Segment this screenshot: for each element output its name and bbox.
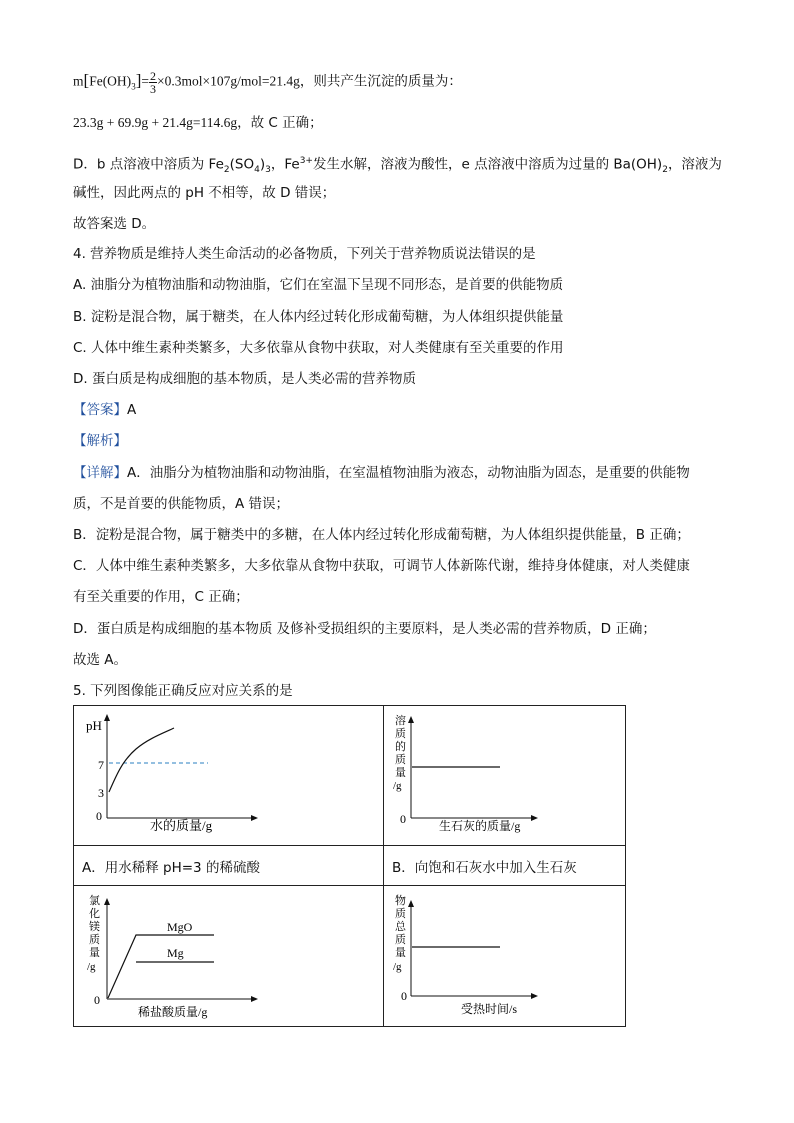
d-text-a: D．b 点溶液中溶质为 Fe — [73, 156, 224, 173]
chart-c-label-mg: Mg — [167, 946, 184, 960]
detail-text-1: A．油脂分为植物油脂和动物油脂，在室温植物油脂为液态，动物油脂为固态，是重要的供能物 — [127, 465, 690, 481]
d-line-1 — [73, 152, 722, 179]
chart-b-ylabel-c3: 质 — [395, 754, 406, 766]
d-sub-2: 4 — [254, 165, 260, 176]
calc-expr: ×0.3mol×107g/mol=21.4g — [156, 73, 300, 89]
chart-d-xlabel: 受热时间/s — [461, 1002, 518, 1016]
chart-b-origin: 0 — [400, 812, 406, 826]
chart-d-ylabel-c2: 总 — [395, 921, 406, 933]
detail-line-1 — [73, 464, 690, 482]
chart-c-origin: 0 — [94, 993, 100, 1007]
calc-fraction — [149, 70, 157, 95]
q4-answer — [73, 401, 136, 419]
detail-tag: 【详解】 — [73, 465, 127, 481]
chart-d-ylabel-c1: 质 — [395, 908, 406, 920]
d-text-f: ，溶液为 — [667, 156, 722, 173]
calc-formula: Fe(OH) — [89, 73, 132, 89]
detail-line-6: D．蛋白质是构成细胞的基本物质 及修补受损组织的主要原料，是人类必需的营养物质，D 正确； — [73, 621, 656, 637]
chart-c-ylabel-c2: 镁 — [89, 921, 100, 933]
chart-d — [384, 886, 624, 1022]
frac-num: 2 — [149, 69, 156, 83]
caption-b: B．向饱和石灰水中加入生石灰 — [384, 846, 626, 886]
calc-formula-sub: 3 — [131, 81, 136, 92]
calc-line-2 — [73, 114, 323, 132]
calc-sum: 23.3g + 69.9g + 21.4g=114.6g — [73, 115, 238, 130]
chart-d-ylabel — [393, 893, 407, 973]
chart-c-ylabel-c4: 量 — [89, 947, 100, 959]
detail-line-2: 质，不是首要的供能物质，A 错误； — [73, 496, 290, 512]
chart-c-ylabel-c5: /g — [87, 961, 96, 973]
d-text-e: 发生水解，溶液为酸性，e 点溶液中溶质为过量的 Ba(OH) — [312, 156, 663, 173]
chart-d-x-arrow — [531, 993, 538, 999]
chart-b-ylabel-c1: 质 — [395, 728, 406, 740]
chart-a-series-curve — [109, 728, 174, 792]
d-line-3: 故答案选 D。 — [73, 216, 156, 232]
d-sup: 3+ — [299, 156, 313, 166]
chart-a-origin: 0 — [96, 809, 102, 823]
calc-lhs: m — [73, 73, 84, 89]
q4-option-c: C. 人体中维生素种类繁多，大多依靠从食物中获取，对人类健康有至关重要的作用 — [73, 340, 564, 356]
detail-line-3: B．淀粉是混合物，属于糖类中的多糖，在人体内经过转化形成葡萄糖，为人体组织提供能量，B 正确； — [73, 527, 690, 543]
chart-c-series-mgo — [108, 935, 214, 998]
chart-a-y-arrow — [104, 714, 110, 721]
chart-a-ytick-7: 7 — [98, 758, 104, 772]
chart-a-ylabel: pH — [86, 718, 102, 733]
q4-option-d: D. 蛋白质是构成细胞的基本物质，是人类必需的营养物质 — [73, 371, 416, 387]
q5-stem: 5. 下列图像能正确反应对应关系的是 — [73, 683, 293, 699]
chart-d-ylabel-c3: 质 — [395, 934, 406, 946]
chart-b-y-arrow — [408, 716, 414, 723]
chart-c-ylabel-c0: 氯 — [89, 895, 100, 907]
d-text-c: ) — [259, 156, 266, 173]
chart-b-xlabel: 生石灰的质量/g — [439, 819, 521, 833]
frac-den: 3 — [149, 82, 156, 96]
chart-b-ylabel-c2: 的 — [395, 741, 406, 753]
panel-c-cell — [74, 886, 384, 1027]
chart-c-ylabel — [87, 893, 100, 973]
d-text-b: (SO — [229, 156, 255, 173]
calc-line-1: $m[Fe(OH)_3]=$ $\frac{2}{3}$ ×0.3mol×107g/mol=21.4g，则共产生沉淀的质量为： — [73, 69, 462, 96]
q4-stem: 4. 营养物质是维持人类生命活动的必备物质，下列关于营养物质说法错误的是 — [73, 246, 536, 262]
chart-d-ylabel-c5: /g — [393, 961, 402, 973]
d-sub-3: 3 — [265, 165, 271, 176]
chart-a — [74, 706, 382, 841]
chart-b-x-arrow — [531, 815, 538, 821]
d-line-2: 碱性，因此两点的 pH 不相等，故 D 错误； — [73, 185, 336, 201]
detail-line-5: 有至关重要的作用，C 正确； — [73, 589, 249, 605]
chart-c — [74, 886, 382, 1022]
analysis-tag: 【解析】 — [73, 433, 127, 449]
calc-sum-tail: ，故 C 正确； — [237, 115, 323, 131]
d-text-d: ，Fe — [270, 156, 300, 173]
chart-b — [384, 706, 624, 841]
q4-option-a: A. 油脂分为植物油脂和动物油脂，它们在室温下呈现不同形态，是首要的供能物质 — [73, 277, 564, 293]
chart-c-label-mgo: MgO — [167, 920, 193, 934]
chart-d-y-arrow — [408, 900, 414, 907]
chart-c-xlabel: 稀盐酸质量/g — [138, 1005, 208, 1019]
chart-c-y-arrow — [104, 898, 110, 905]
chart-c-ylabel-c3: 质 — [89, 934, 100, 946]
chart-a-xlabel: 水的质量/g — [150, 818, 213, 833]
detail-line-4: C．人体中维生素种类繁多，大多依靠从食物中获取，可调节人体新陈代谢，维持身体健康，对人类健康 — [73, 558, 690, 574]
d-sub-1: 2 — [223, 165, 230, 176]
chart-c-x-arrow — [251, 996, 258, 1002]
detail-line-7: 故选 A。 — [73, 652, 128, 668]
answer-tag: 【答案】 — [73, 402, 127, 418]
d-sub-4: 2 — [662, 165, 668, 176]
chart-a-ytick-3: 3 — [98, 786, 104, 800]
chart-d-ylabel-c4: 量 — [395, 947, 406, 959]
chart-b-ylabel-c5: /g — [393, 780, 402, 792]
panel-a-cell — [74, 706, 384, 846]
chart-d-origin: 0 — [401, 989, 407, 1003]
answer-value: A — [127, 402, 137, 418]
panel-d-cell — [384, 886, 626, 1027]
chart-b-ylabel-c0: 溶 — [395, 715, 406, 727]
calc-tail: ，则共产生沉淀的质量为： — [299, 73, 462, 90]
chart-a-x-arrow — [251, 815, 258, 821]
chart-d-ylabel-c0: 物 — [395, 895, 406, 907]
chart-c-ylabel-c1: 化 — [89, 908, 100, 920]
chart-b-ylabel — [393, 713, 406, 792]
panel-b-cell — [384, 706, 626, 846]
caption-a: A．用水稀释 pH=3 的稀硫酸 — [74, 846, 384, 886]
q4-option-b: B. 淀粉是混合物，属于糖类，在人体内经过转化形成葡萄糖，为人体组织提供能量 — [73, 309, 564, 325]
q5-chart-table — [73, 705, 626, 1027]
chart-b-ylabel-c4: 量 — [395, 767, 406, 779]
